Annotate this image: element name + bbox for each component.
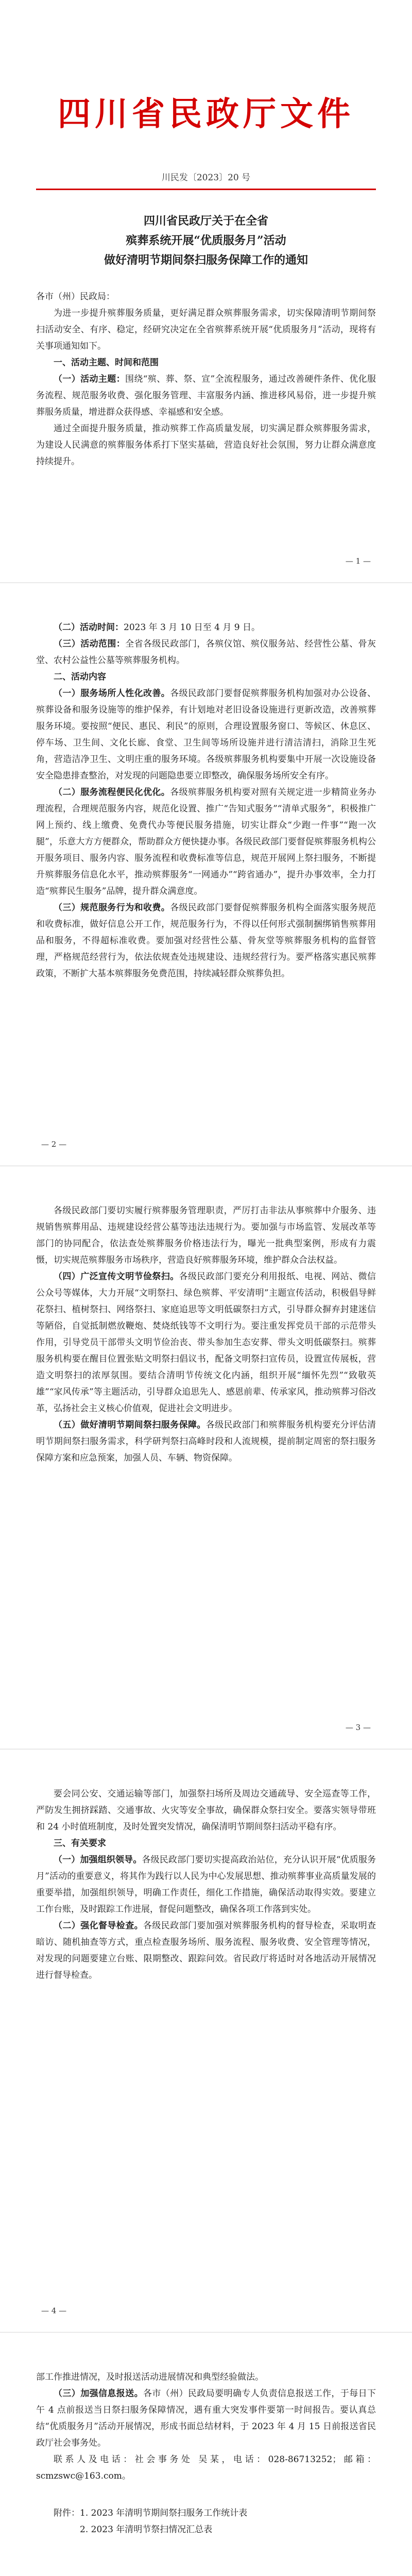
requirement-1-label: （一）加强组织领导。 [54, 1855, 142, 1865]
content-5-label: （五）做好清明节期间祭扫服务保障。 [54, 1420, 206, 1430]
page5-body [36, 2369, 376, 2538]
document-page-4 [0, 1750, 412, 2332]
requirement-1-text: 各级民政部门要切实提高政治站位，充分认识开展“优质服务月”活动的重要意义，将其作为践行以人民为中心发展思想、推动殡葬事业高质量发展的重要举措，加强组织领导，明确工作责任，细化工作措施，确保活动取得实效。要建立工作台账，及时跟踪工作进展，督促问题整改，确保各项工作落到实处。 [36, 1855, 376, 1914]
contact-paragraph: 联系人及电话：社会事务处 吴某，电话：028-86713252；邮箱：scmzswc@163.com。 [36, 2454, 376, 2481]
item-1-text: 围绕“殡、葬、祭、宣”全流程服务，通过改善硬件条件、优化服务流程、规范服务收费、强化服务管理、丰富服务内涵、推进移风易俗，进一步提升殡葬服务质量，增进群众获得感、幸福感和安全感。 [36, 374, 376, 417]
requirement-2-label: （二）强化督导检查。 [54, 1921, 143, 1931]
title-line-2: 殡葬系统开展“优质服务月”活动 [126, 234, 286, 247]
item-2-label: （二）活动时间： [54, 622, 124, 633]
content-3-paragraph [36, 900, 376, 982]
item-2-text: 2023 年 3 月 10 日至 4 月 9 日。 [124, 622, 260, 633]
content-3-text: 各级民政部门要督促殡葬服务机构全面落实服务规范和收费标准，做好信息公开工作，规范服务行为，不得以任何形式强制捆绑销售殡葬用品和服务，不得超标准收费。要加强对经营性公墓、骨灰堂等殡葬服务机构的监督管理，严格规范经营行为，依法依规查处违规建设、违规经营行为。要严格落实惠民殡葬政策，不断扩大基本殡葬服务免费范围，持续减轻群众殡葬负担。 [36, 903, 376, 979]
requirement-1-paragraph [36, 1852, 376, 1918]
item-3-text: 全省各级民政部门，各殡仪馆、殡仪服务站、经营性公墓、骨灰堂、农村公益性公墓等殡葬服务机构。 [36, 639, 376, 666]
item-1-paragraph [36, 371, 376, 420]
red-separator-line [36, 189, 376, 190]
item-3-label: （三）活动范围： [54, 639, 126, 649]
intro-paragraph: 为进一步提升殡葬服务质量，更好满足群众殡葬服务需求，切实保障清明节期间祭扫活动安全、有序、稳定，经研究决定在全省殡葬系统开展“优质服务月”活动，现将有关事项通知如下。 [36, 308, 376, 351]
content-2-text: 各级殡葬服务机构要对照有关规定进一步精简业务办理流程，合理规范服务内容，规范化设置、推广“告知式服务”“清单式服务”，积极推广网上预约、线上缴费、免费代办等便民服务措施，切实让群众“少跑一件事”“跑一次腿”，乐意大方方便群众，帮助群众方便快捷办事。各级民政部门要督促殡葬服务机构公开服务项目、服务内容、服务流程和收费标准等信息，规范开展网上祭扫服务，不断提升殡葬服务信息化水平，推动殡葬服务“一网通办”“跨省通办”，提升办事效率，全力打造“殡葬民生服务”品牌，提升群众满意度。 [36, 787, 376, 896]
content-1-text: 各级民政部门要督促殡葬服务机构加强对办公设备、殡葬设备和服务设施等的维护保养，有计划地对老旧设备设施进行更新改造，改善殡葬服务环境。要按照“便民、惠民、利民”的原则，合理设置服务窗口、等候区、休息区、停车场、卫生间、文化长廊、食堂、卫生间等场所设施并进行清洁清扫，消除卫生死角，营造洁净卫生、文明庄重的服务环境。各级殡葬服务机构要集中开展一次设施设备安全隐患排查整治，对发现的问题隐患要立即整改，确保服务场所安全有序。 [36, 688, 376, 781]
requirement-3-label: （三）加强信息报送。 [54, 2388, 143, 2399]
section-2-heading: 二、活动内容 [54, 672, 106, 682]
content-5-text: 各级民政部门和殡葬服务机构要充分评估清明节期间祭扫服务需求，科学研判祭扫高峰时段和人流规模，提前制定周密的祭扫服务保障方案和应急预案，加强人员、车辆、物资保障。 [36, 1420, 376, 1463]
page4-body [36, 1786, 376, 1984]
document-page-3 [0, 1166, 412, 1749]
page3-body [36, 1202, 376, 1466]
item-2-paragraph [36, 619, 376, 636]
page-number-4: — 4 — [41, 2306, 67, 2315]
item-1-label: （一）活动主题： [54, 374, 126, 384]
content-2-paragraph [36, 784, 376, 900]
page4-paragraph-1: 要会同公安、交通运输等部门，加强祭扫场所及周边交通疏导、安全巡查等工作，严防发生拥挤踩踏、交通事故、火灾等安全事故，确保群众祭扫安全。要落实领导带班和 24 小时值班制度，及时处置突发情况，确保清明节期间祭扫活动平稳有序。 [36, 1789, 376, 1832]
item-3-paragraph [36, 636, 376, 669]
attachments-block [36, 2505, 376, 2538]
document-page-1 [0, 0, 412, 582]
attachments-label: 附件： [54, 2508, 80, 2518]
document-number: 川民发〔2023〕20 号 [161, 173, 251, 183]
title-line-3: 做好清明节期间祭扫服务保障工作的通知 [104, 253, 308, 267]
attachment-2: 2. 2023 年清明节祭扫情况汇总表 [80, 2524, 213, 2535]
content-2-label: （二）服务流程便民化优化。 [54, 787, 170, 798]
content-4-paragraph [36, 1268, 376, 1417]
page-number-3: — 3 — [345, 1723, 371, 1732]
content-1-paragraph [36, 685, 376, 784]
requirement-2-paragraph [36, 1918, 376, 1984]
document-page-2 [0, 583, 412, 1165]
content-1-label: （一）服务场所人性化改善。 [54, 688, 170, 699]
section-3-heading: 三、有关要求 [54, 1838, 106, 1849]
salutation: 各市（州）民政局： [36, 292, 115, 302]
page5-paragraph-1: 部工作推进情况，及时报送活动进展情况和典型经验做法。 [36, 2372, 264, 2382]
section-1-heading: 一、活动主题、时间和范围 [54, 358, 159, 368]
requirement-2-text: 各级民政部门要加强对殡葬服务机构的督导检查，采取明查暗访、随机抽查等方式，重点检查服务场所、服务流程、服务收费、安全管理等情况，对发现的问题要建立台账、限期整改、跟踪问效。省民政厅将适时对各地活动开展情况进行督导检查。 [36, 1921, 376, 1980]
document-page-5 [0, 2333, 412, 2576]
page1-body [36, 289, 376, 470]
agency-title: 四川省民政厅文件 [58, 95, 354, 133]
page2-body [36, 619, 376, 982]
page-number-1: — 1 — [345, 556, 371, 566]
item-1-paragraph-b: 通过全面提升服务质量，推动殡葬工作高质量发展，切实满足群众殡葬服务需求，为建设人民满意的殡葬服务体系打下坚实基础，营造良好社会氛围，努力让群众满意度持续提升。 [36, 423, 376, 467]
content-4-text: 各级民政部门要充分利用报纸、电视、网站、微信公众号等媒体，大力开展“文明祭扫、绿色殡葬、平安清明”主题宣传活动，积极倡导鲜花祭扫、植树祭扫、网络祭扫、家庭追思等文明低碳祭扫方式，引导群众摒弃封建迷信等陋俗，自觉抵制燃放鞭炮、焚烧纸钱等不文明行为。要注重发挥党员干部的示范带头作用，引导党员干部带头文明节俭治丧、带头参加生态安葬、带头文明低碳祭扫。殡葬服务机构要在醒目位置张贴文明祭扫倡议书，配备文明祭扫宣传员，设置宣传展板，营造文明祭扫的浓厚氛围。要结合清明节传统文化内涵，组织开展“缅怀先烈”“致敬英雄”“家风传承”等主题活动，引导群众追思先人、感恩前辈、传承家风，推动殡葬习俗改革，弘扬社会主义核心价值观，促进社会文明进步。 [36, 1272, 376, 1414]
title-line-1: 四川省民政厅关于在全省 [143, 214, 268, 228]
requirement-3-text: 各市（州）民政局要明确专人负责信息报送工作，于每日下午 4 点前报送当日祭扫服务保障情况，遇有重大突发事件要第一时间报告。要认真总结“优质服务月”活动开展情况，形成书面总结材料，于 2023 年 4 月 15 日前报送省民政厅社会事务处。 [36, 2388, 376, 2448]
content-3-label: （三）规范服务行为和收费。 [54, 903, 170, 913]
content-5-paragraph [36, 1417, 376, 1466]
content-4-label: （四）广泛宣传文明节俭祭扫。 [54, 1272, 179, 1282]
requirement-3-paragraph [36, 2385, 376, 2451]
page3-paragraph-1: 各级民政部门要切实履行殡葬服务管理职责，严厉打击非法从事殡葬中介服务、违规销售殡葬用品、违规建设经营公墓等违法违规行为。要加强与市场监管、发展改革等部门的协同配合，依法查处殡葬服务价格违法行为，曝光一批典型案例，形成有力震慑，切实规范殡葬服务市场秩序，营造良好殡葬服务环境，维护群众合法权益。 [36, 1206, 376, 1265]
attachment-1: 1. 2023 年清明节期间祭扫服务工作统计表 [80, 2508, 248, 2518]
page-number-2: — 2 — [41, 1140, 67, 1149]
document-title [0, 211, 412, 270]
